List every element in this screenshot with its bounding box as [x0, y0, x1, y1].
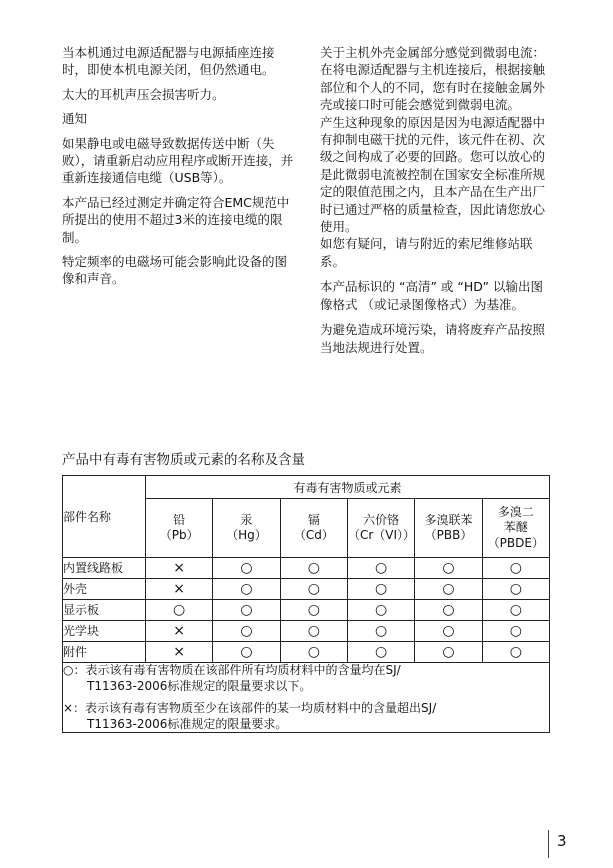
note-circle-line2: T11363-2006标准规定的限量要求以下。: [87, 678, 312, 693]
table-row: [63, 600, 550, 621]
paragraph-headphone-warning: 太大的耳机声压会损害听力。: [62, 86, 225, 102]
mark-cell: ○: [482, 642, 549, 663]
table-notes: [63, 663, 550, 733]
paragraph-static-notice: 如果静电或电磁导致数据传送中断（失败），请重新启动应用程序或断开连接，并重新连接通信电缆（USB等）。: [62, 135, 294, 186]
paragraph-current-detail: 在将电源适配器与主机连接后，根据接触部位和个人的不同，您有时在接触金属外壳或接口时可能会感觉到微弱电流。: [320, 62, 546, 113]
substance-header: 多溴联苯 （PBB）: [415, 499, 482, 558]
mark-cell: ○: [482, 558, 549, 579]
note-cross: [63, 701, 549, 732]
mark-cell: ○: [213, 600, 280, 621]
mark-cell: ○: [347, 600, 414, 621]
mark-cell: ○: [213, 621, 280, 642]
part-name-cell: 内置线路板: [63, 558, 146, 579]
substance-header: 汞 （Hg）: [213, 499, 280, 558]
note-cross-line2: T11363-2006标准规定的限量要求。: [87, 716, 288, 731]
mark-cell: ○: [213, 558, 280, 579]
mark-cell: ○: [482, 621, 549, 642]
paragraph-power-adapter: 当本机通过电源适配器与电源插座连接时，即使本机电源关闭，但仍然通电。: [62, 45, 275, 78]
mark-cell: ×: [146, 579, 213, 600]
paragraph-hd-mark: 本产品标识的 “高清” 或 “HD” 以输出图像格式 （或记录图像格式）为基准。: [320, 279, 543, 312]
mark-cell: ×: [146, 642, 213, 663]
substance-header: 多溴二 苯醚 （PBDE）: [482, 499, 549, 558]
notice-heading: 通知: [62, 111, 88, 127]
part-name-cell: 附件: [63, 642, 146, 663]
mark-cell: ○: [280, 621, 347, 642]
mark-cell: ○: [415, 642, 482, 663]
paragraph-disposal: 为避免造成环境污染，请将废弃产品按照当地法规进行处置。: [320, 322, 546, 355]
page-number: 3: [557, 832, 567, 850]
part-name-cell: 光学块: [63, 621, 146, 642]
part-name-cell: 显示板: [63, 600, 146, 621]
table-header-row: [63, 476, 550, 499]
mark-cell: ○: [213, 579, 280, 600]
mark-cell: ○: [347, 579, 414, 600]
substance-group-header: 有毒有害物质或元素: [146, 476, 550, 499]
left-column: [62, 44, 294, 295]
mark-cell: ○: [415, 621, 482, 642]
right-column: [320, 44, 552, 363]
mark-cell: ○: [415, 579, 482, 600]
page-number-rule: [548, 830, 549, 858]
mark-cell: ○: [347, 621, 414, 642]
note-circle-line1: ○：表示该有毒有害物质在该部件所有均质材料中的含量均在SJ/: [63, 663, 401, 677]
table-notes-row: [63, 663, 550, 733]
substance-header: 镉 （Cd）: [280, 499, 347, 558]
substance-header: 六价铬 （Cr（VI））: [347, 499, 414, 558]
mark-cell: ○: [415, 600, 482, 621]
note-cross-line1: ×：表示该有毒有害物质至少在该部件的某一均质材料中的含量超出SJ/: [63, 701, 437, 715]
paragraph-electromagnetic: 特定频率的电磁场可能会影响此设备的图像和声音。: [62, 254, 288, 287]
mark-cell: ○: [213, 642, 280, 663]
paragraph-current-heading: 关于主机外壳金属部分感觉到微弱电流：: [320, 45, 546, 60]
table-row: [63, 579, 550, 600]
paragraph-emc: 本产品已经过测定并确定符合EMC规范中所提出的使用不超过3米的连接电缆的限制。: [62, 194, 290, 245]
hazard-table: [62, 475, 550, 733]
mark-cell: ○: [280, 558, 347, 579]
mark-cell: ×: [146, 621, 213, 642]
mark-cell: ○: [280, 579, 347, 600]
note-circle: [63, 663, 549, 694]
part-name-header: 部件名称: [63, 476, 146, 558]
mark-cell: ○: [347, 558, 414, 579]
table-row: [63, 621, 550, 642]
mark-cell: ○: [280, 600, 347, 621]
mark-cell: ○: [482, 600, 549, 621]
mark-cell: ○: [280, 642, 347, 663]
mark-cell: ×: [146, 558, 213, 579]
part-name-cell: 外壳: [63, 579, 146, 600]
mark-cell: ○: [146, 600, 213, 621]
table-row: [63, 642, 550, 663]
paragraph-current-cause: 产生这种现象的原因是因为电源适配器中有抑制电磁干扰的元件，该元件在初、次级之间构成了必要的回路。您可以放心的是此微弱电流被控制在国家安全标准所规定的限值范围之内，且本产品在生产出厂时已通过严格的质量检查，因此请您放心使用。: [320, 114, 546, 235]
substance-header: 铅 （Pb）: [146, 499, 213, 558]
hazard-table-title: 产品中有毒有害物质或元素的名称及含量: [62, 452, 305, 468]
table-row: [63, 558, 550, 579]
mark-cell: ○: [415, 558, 482, 579]
mark-cell: ○: [347, 642, 414, 663]
mark-cell: ○: [482, 579, 549, 600]
paragraph-service-contact: 如您有疑问，请与附近的索尼维修站联系。: [320, 236, 533, 269]
